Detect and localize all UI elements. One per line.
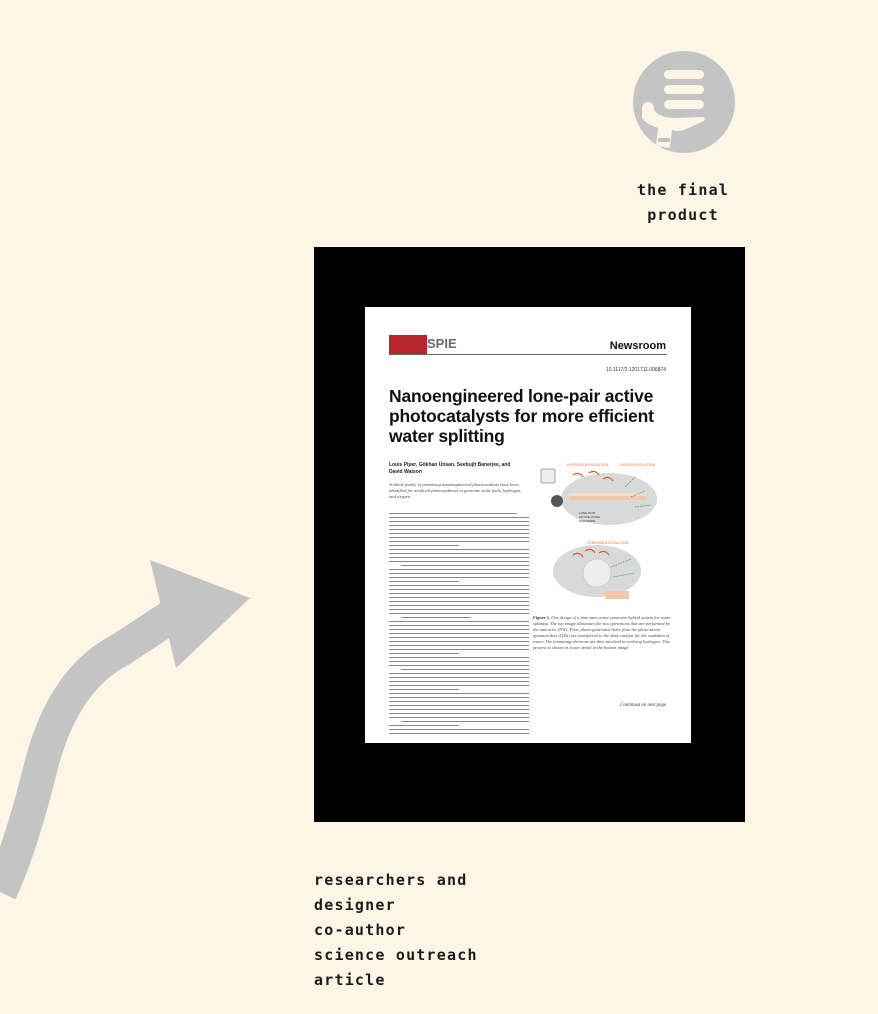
- body-text-line: [389, 593, 529, 594]
- body-text-line: [389, 585, 529, 586]
- body-text-line: [389, 549, 529, 550]
- body-text-line: [389, 553, 529, 554]
- body-text-line: [389, 517, 529, 518]
- figure-caption-label: Figure 1.: [533, 615, 551, 620]
- body-text-line: [389, 685, 529, 686]
- body-text-line: [401, 721, 529, 722]
- document-hand-icon: [632, 50, 736, 154]
- body-text-line: [389, 557, 529, 558]
- body-text-line: [389, 665, 529, 666]
- body-text-line: [389, 525, 529, 526]
- body-text-line: [389, 673, 529, 674]
- top-caption: [600, 178, 766, 228]
- bottom-caption: [314, 868, 614, 993]
- continued-note: Continued on next page: [620, 703, 666, 708]
- body-text-line: [389, 697, 529, 698]
- body-text-line: [389, 605, 529, 606]
- body-text-line: [389, 657, 529, 658]
- body-text-line: [389, 725, 459, 726]
- body-text-line: [389, 705, 529, 706]
- figure-caption: [533, 615, 671, 651]
- section-label: Newsroom: [609, 340, 666, 352]
- body-text-line: [389, 513, 517, 514]
- body-text-line: [401, 565, 529, 566]
- bottom-caption-line: article: [314, 971, 386, 989]
- bottom-caption-line: researchers and: [314, 871, 468, 889]
- article-title: Nanoengineered lone-pair active photocatalysts for more efficient water splitting: [389, 386, 654, 446]
- body-text-line: [389, 693, 529, 694]
- body-text-line: [389, 581, 459, 582]
- svg-text:ACTIVE OXIDE: ACTIVE OXIDE: [579, 515, 601, 519]
- body-text-line: [389, 649, 529, 650]
- body-text-line: [389, 577, 529, 578]
- body-text-line: [389, 645, 529, 646]
- bottom-caption-line: science outreach: [314, 946, 478, 964]
- spie-logo-icon: [389, 335, 427, 354]
- body-text-line: [389, 633, 529, 634]
- body-text-line: [389, 729, 529, 730]
- body-text-line: [389, 529, 529, 530]
- body-text-line: [389, 713, 529, 714]
- body-text-line: [389, 569, 529, 570]
- body-text-line: [389, 521, 529, 522]
- body-text-line: [389, 681, 529, 682]
- doi-label: 10.1117/2.1201711.006874: [605, 367, 666, 373]
- body-text-line: [389, 545, 459, 546]
- header-divider: [389, 354, 667, 355]
- body-text-line: [389, 613, 529, 614]
- article-authors: Louis Piper, Gökhan Ünsan, Seebujit Banerjee, and David Watson: [389, 462, 511, 475]
- bottom-caption-line: co-author: [314, 921, 407, 939]
- figure-illustration: [539, 459, 669, 607]
- bottom-caption-line: designer: [314, 896, 396, 914]
- article-body-text: [389, 513, 529, 738]
- top-caption-line: product: [647, 206, 719, 224]
- body-text-line: [389, 701, 529, 702]
- body-text-line: [389, 733, 529, 734]
- body-text-line: [389, 629, 529, 630]
- svg-text:LONE-PAIR: LONE-PAIR: [579, 511, 595, 515]
- body-text-line: [389, 625, 529, 626]
- body-text-line: [389, 709, 529, 710]
- svg-text:HYDROGEN EVOLUTION: HYDROGEN EVOLUTION: [567, 463, 609, 467]
- body-text-line: [389, 621, 529, 622]
- body-text-line: [389, 641, 529, 642]
- body-text-line: [389, 677, 529, 678]
- body-text-line: [389, 689, 459, 690]
- body-text-line: [389, 609, 529, 610]
- body-text-line: [389, 537, 529, 538]
- svg-text:HYDROGEN EVOLUTION: HYDROGEN EVOLUTION: [587, 541, 629, 545]
- body-text-line: [389, 637, 529, 638]
- article-page: [365, 307, 691, 743]
- body-text-line: [401, 617, 471, 618]
- body-text-line: [389, 589, 529, 590]
- body-text-line: [389, 661, 529, 662]
- body-text-line: [389, 717, 529, 718]
- body-text-line: [389, 653, 459, 654]
- body-text-line: [401, 669, 529, 670]
- spie-logo-text: SPIE: [427, 336, 457, 351]
- body-text-line: [389, 601, 529, 602]
- body-text-line: [389, 561, 529, 562]
- body-text-line: [389, 541, 529, 542]
- body-text-line: [389, 573, 529, 574]
- top-caption-line: the final: [636, 181, 730, 199]
- curved-arrow-icon: [0, 540, 260, 920]
- figure-caption-text: Our design of a lone-pair active nanowire hybrid system for water splitting. The top image illustrates the two operations that are performed by the nanowire (NW). First, photo-generated holes from the photo-active quantum dots (QDs) are transferred to the dark catalyst for the oxidation of water. The remaining electrons are then involved in evolving hydrogen. This process is shown in closer detail in the bottom image.: [533, 615, 671, 650]
- body-text-line: [389, 597, 529, 598]
- svg-text:NANOWIRE: NANOWIRE: [579, 519, 596, 523]
- article-abstract: A whole family of promising nanoengineered photocatalysts have been identified for artificial photosynthesis to generate solar fuels, hydrogen, and oxygen.: [389, 482, 522, 499]
- body-text-line: [389, 533, 529, 534]
- svg-text:OXYGEN EVOLUTION: OXYGEN EVOLUTION: [619, 463, 656, 467]
